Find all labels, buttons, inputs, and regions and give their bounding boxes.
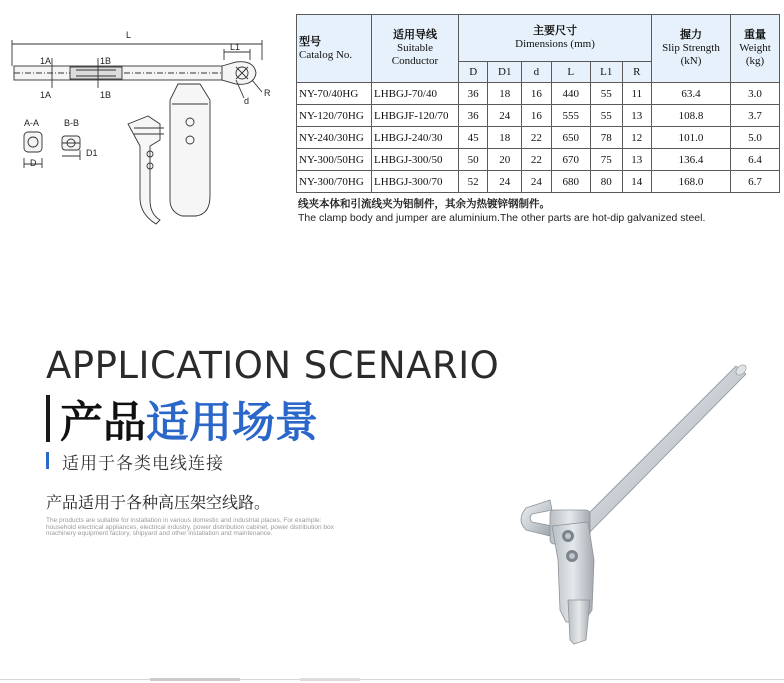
header-weight-unit: (kg) (745, 55, 765, 67)
cell-L: 555 (551, 105, 590, 127)
header-slip-cn: 握力 (680, 29, 702, 41)
dim-label-R: R (264, 88, 271, 98)
cell-L: 650 (551, 127, 590, 149)
header-conductor-en1: Suitable (396, 42, 434, 54)
cell-slip: 101.0 (652, 127, 731, 149)
cell-d: 22 (522, 149, 551, 171)
cell-D1: 20 (488, 149, 522, 171)
application-title-cn (60, 389, 318, 450)
table-row (297, 149, 780, 171)
cell-D: 50 (459, 149, 488, 171)
cell-d: 22 (522, 127, 551, 149)
subheader-D: D (459, 62, 488, 83)
cell-weight: 5.0 (731, 127, 780, 149)
cell-L1: 75 (590, 149, 622, 171)
subheader-d: d (522, 62, 551, 83)
section-label-1a-bottom: 1A (40, 90, 52, 100)
header-weight-cn: 重量 (744, 29, 766, 41)
header-slip-unit: (kN) (680, 55, 702, 67)
section-label-1a-top: 1A (40, 56, 52, 66)
table-row (297, 127, 780, 149)
dim-label-D1: D1 (86, 148, 98, 158)
dim-label-L1: L1 (230, 42, 241, 52)
product-photo (490, 360, 770, 650)
header-conductor-en2: Conductor (391, 55, 439, 67)
section-bb-label: B-B (64, 118, 80, 128)
cell-catalog: NY-240/30HG (297, 127, 372, 149)
header-dimensions-cn: 主要尺寸 (533, 25, 577, 37)
cell-catalog: NY-120/70HG (297, 105, 372, 127)
cell-D1: 24 (488, 171, 522, 193)
header-slip-en: Slip Strength (662, 42, 720, 54)
cell-D: 36 (459, 83, 488, 105)
application-title-en: APPLICATION SCENARIO (46, 344, 500, 387)
cell-catalog: NY-300/70HG (297, 171, 372, 193)
header-slip (652, 15, 731, 83)
header-dimensions-en: Dimensions (mm) (515, 38, 595, 50)
cell-weight: 6.4 (731, 149, 780, 171)
header-conductor (372, 15, 459, 83)
header-conductor-cn: 适用导线 (393, 29, 437, 41)
cell-L1: 80 (590, 171, 622, 193)
clamp-photo-illustration (490, 360, 770, 650)
table-header-row (297, 15, 780, 62)
title-cn-part2: 适用场景 (146, 398, 318, 448)
application-subtitle: 适用于各类电线连接 (62, 454, 224, 474)
header-catalog-en: Catalog No. (299, 48, 353, 61)
cell-D: 36 (459, 105, 488, 127)
cell-L: 670 (551, 149, 590, 171)
cell-R: 12 (622, 127, 651, 149)
cell-conductor: LHBGJ-300/50 (372, 149, 459, 171)
cell-slip: 168.0 (652, 171, 731, 193)
subheader-L: L (551, 62, 590, 83)
cell-conductor: LHBGJ-70/40 (372, 83, 459, 105)
header-catalog (297, 15, 372, 83)
cell-D1: 18 (488, 127, 522, 149)
application-description-cn: 产品适用于各种高压架空线路。 (46, 493, 271, 512)
cell-R: 11 (622, 83, 651, 105)
cell-weight: 6.7 (731, 171, 780, 193)
section-label-1b-bottom: 1B (100, 90, 112, 100)
dim-label-d: d (244, 96, 250, 106)
cell-R: 13 (622, 149, 651, 171)
cell-d: 16 (522, 105, 551, 127)
table-row (297, 105, 780, 127)
cell-L1: 55 (590, 83, 622, 105)
cell-L: 440 (551, 83, 590, 105)
table-row (297, 83, 780, 105)
material-note-cn: 线夹本体和引流线夹为铝制件，其余为热镀锌钢制件。 (298, 199, 550, 210)
cell-catalog: NY-70/40HG (297, 83, 372, 105)
bottom-decor-strip (0, 676, 784, 683)
cell-D: 45 (459, 127, 488, 149)
cell-R: 14 (622, 171, 651, 193)
subheader-R: R (622, 62, 651, 83)
section-label-1b-top: 1B (100, 56, 112, 66)
clamp-drawing (0, 0, 296, 240)
cell-L: 680 (551, 171, 590, 193)
cell-conductor: LHBGJ-300/70 (372, 171, 459, 193)
cell-D1: 18 (488, 83, 522, 105)
cell-D: 52 (459, 171, 488, 193)
cell-d: 16 (522, 83, 551, 105)
cell-conductor: LHBGJ-240/30 (372, 127, 459, 149)
cell-L1: 55 (590, 105, 622, 127)
material-note-en: The clamp body and jumper are aluminium.The other parts are hot-dip galvanized steel. (298, 212, 706, 224)
cell-catalog: NY-300/50HG (297, 149, 372, 171)
cell-slip: 108.8 (652, 105, 731, 127)
title-accent-bar (46, 395, 50, 442)
header-weight-en: Weight (739, 42, 771, 54)
subheader-L1: L1 (590, 62, 622, 83)
dim-label-L: L (126, 30, 132, 40)
cell-conductor: LHBGJF-120/70 (372, 105, 459, 127)
header-catalog-cn: 型号 (299, 35, 321, 48)
cell-R: 13 (622, 105, 651, 127)
dim-label-D: D (30, 158, 37, 168)
cell-weight: 3.0 (731, 83, 780, 105)
cell-slip: 136.4 (652, 149, 731, 171)
table-row (297, 171, 780, 193)
header-dimensions (459, 15, 652, 62)
title-cn-part1: 产品 (60, 398, 146, 448)
cell-d: 24 (522, 171, 551, 193)
cell-D1: 24 (488, 105, 522, 127)
cell-slip: 63.4 (652, 83, 731, 105)
application-description-en: The products are suitable for installation in various domestic and industrial places. For example: household electrical appliances, electrical industry, power distribution cabinet, power distribution box machinery equipment factory, shipyard and other installation and maintenance. (46, 517, 334, 537)
cell-weight: 3.7 (731, 105, 780, 127)
section-aa-label: A-A (24, 118, 40, 128)
subtitle-accent-bar (46, 452, 49, 469)
subheader-D1: D1 (488, 62, 522, 83)
cell-L1: 78 (590, 127, 622, 149)
spec-table (296, 14, 780, 193)
header-weight (731, 15, 780, 83)
technical-drawing (0, 0, 296, 240)
